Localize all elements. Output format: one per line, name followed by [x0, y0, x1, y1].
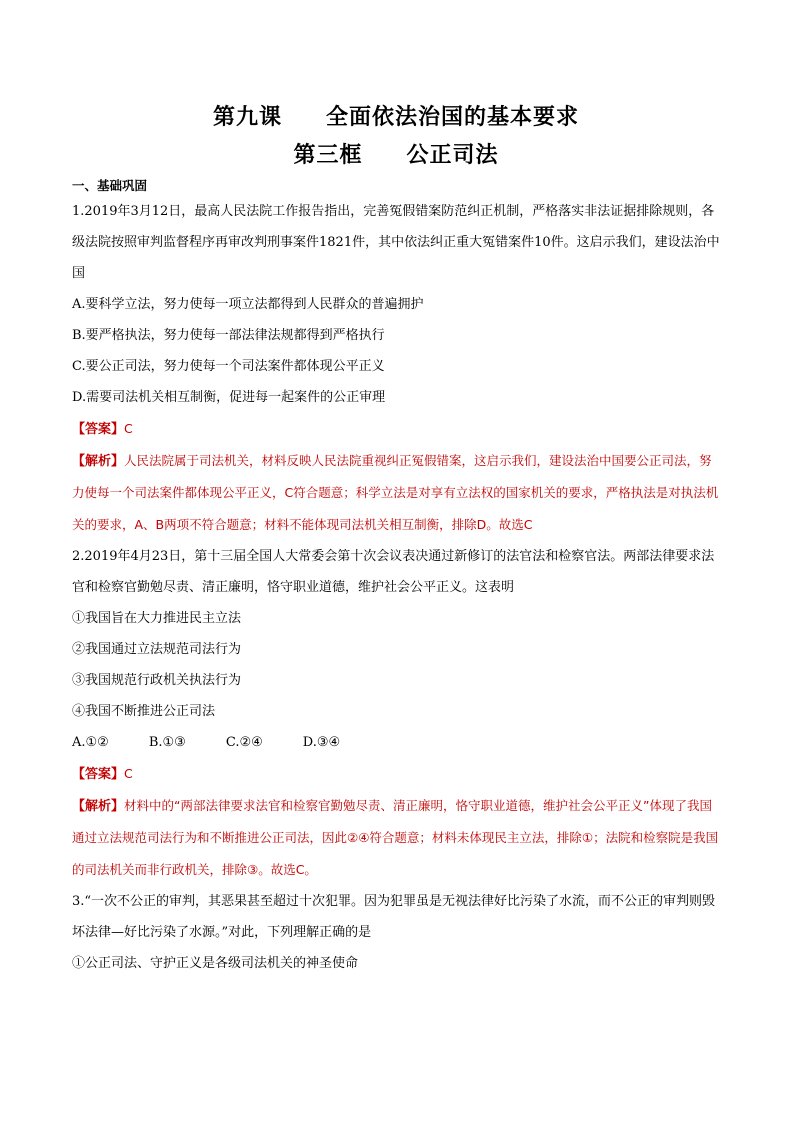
frame-name: 公正司法	[406, 142, 499, 168]
q2-options	[72, 727, 720, 758]
q1-answer-value: C	[124, 421, 133, 436]
q3-statement-1: ①公正司法、守护正义是各级司法机关的神圣使命	[72, 956, 359, 971]
q2-stem: 2.2019年4月23日，第十三届全国人大常委会第十次会议表决通过新修订的法官法和检察官法。两部法律要求法官和检察官勤勉尽责、清正廉明，恪守职业道德，维护社会公平正义。这表明	[72, 549, 715, 595]
q2-statement-3: ③我国规范行政机关执法行为	[72, 673, 242, 688]
q1-answer-label: 【答案】	[72, 422, 125, 437]
q2-statement-2: ②我国通过立法规范司法行为	[72, 642, 242, 657]
q1-analysis-label: 【解析】	[72, 454, 125, 469]
q2-statement-1: ①我国旨在大力推进民主立法	[72, 611, 242, 626]
q1-option-d: D.需要司法机关相互制衡，促进每一起案件的公正审理	[72, 390, 386, 405]
q2-statement-4: ④我国不断推进公正司法	[72, 704, 216, 719]
q1-option-b: B.要严格执法，努力使每一部法律法规都得到严格执行	[72, 328, 385, 343]
q2-option-b: B.①③	[148, 735, 186, 750]
lesson-number: 第九课	[212, 104, 282, 130]
q2-option-d: D.③④	[302, 735, 341, 750]
q2-answer	[72, 758, 720, 790]
q2-analysis-text: 材料中的“两部法律要求法官和检察官勤勉尽责、清正廉明，恪守职业道德，维护社会公平正义”体现了我国通过立法规范司法行为和不断推进公正司法，因此②④符合题意；材料未体现民主立法，排除①；法院和检察院是我国的司法机关而非行政机关，排除③。故选C。	[72, 798, 719, 877]
q2-analysis-label: 【解析】	[72, 799, 125, 814]
q1-analysis-text: 人民法院属于司法机关，材料反映人民法院重视纠正冤假错案，这启示我们，建设法治中国要公正司法，努力使每一个司法案件都体现公平正义，C符合题意；科学立法是对享有立法权的国家机关的要求，严格执法是对执法机关的要求，A、B两项不符合题意；材料不能体现司法机关相互制衡，排除D。故选C	[72, 453, 719, 532]
frame-number: 第三框	[293, 142, 363, 168]
section-heading: 一、基础巩固	[72, 178, 148, 193]
q1-option-a: A.要科学立法，努力使每一项立法都得到人民群众的普遍拥护	[72, 297, 424, 312]
q2-answer-value: C	[124, 766, 133, 781]
q2-answer-label: 【答案】	[72, 767, 125, 782]
q1-answer	[72, 413, 720, 445]
lesson-title	[72, 98, 720, 136]
lesson-name: 全面依法治国的基本要求	[326, 104, 580, 130]
q2-option-a: A.①②	[72, 735, 109, 750]
q1-option-c: C.要公正司法，努力使每一个司法案件都体现公平正义	[72, 359, 385, 374]
q1-stem: 1.2019年3月12日，最高人民法院工作报告指出，完善冤假错案防范纠正机制，严格落实非法证据排除规则，各级法院按照审判监督程序再审改判刑事案件1821件，其中依法纠正重大冤错案件10件。这启示我们，建设法治中国	[72, 204, 720, 281]
q2-analysis	[72, 790, 720, 886]
q2-option-c: C.②④	[225, 735, 263, 750]
frame-title	[72, 136, 720, 174]
q1-analysis	[72, 445, 720, 541]
q3-stem: 3.“一次不公正的审判，其恶果甚至超过十次犯罪。因为犯罪虽是无视法律好比污染了水流，而不公正的审判则毁坏法律—好比污染了水源。”对此，下列理解正确的是	[72, 894, 716, 940]
